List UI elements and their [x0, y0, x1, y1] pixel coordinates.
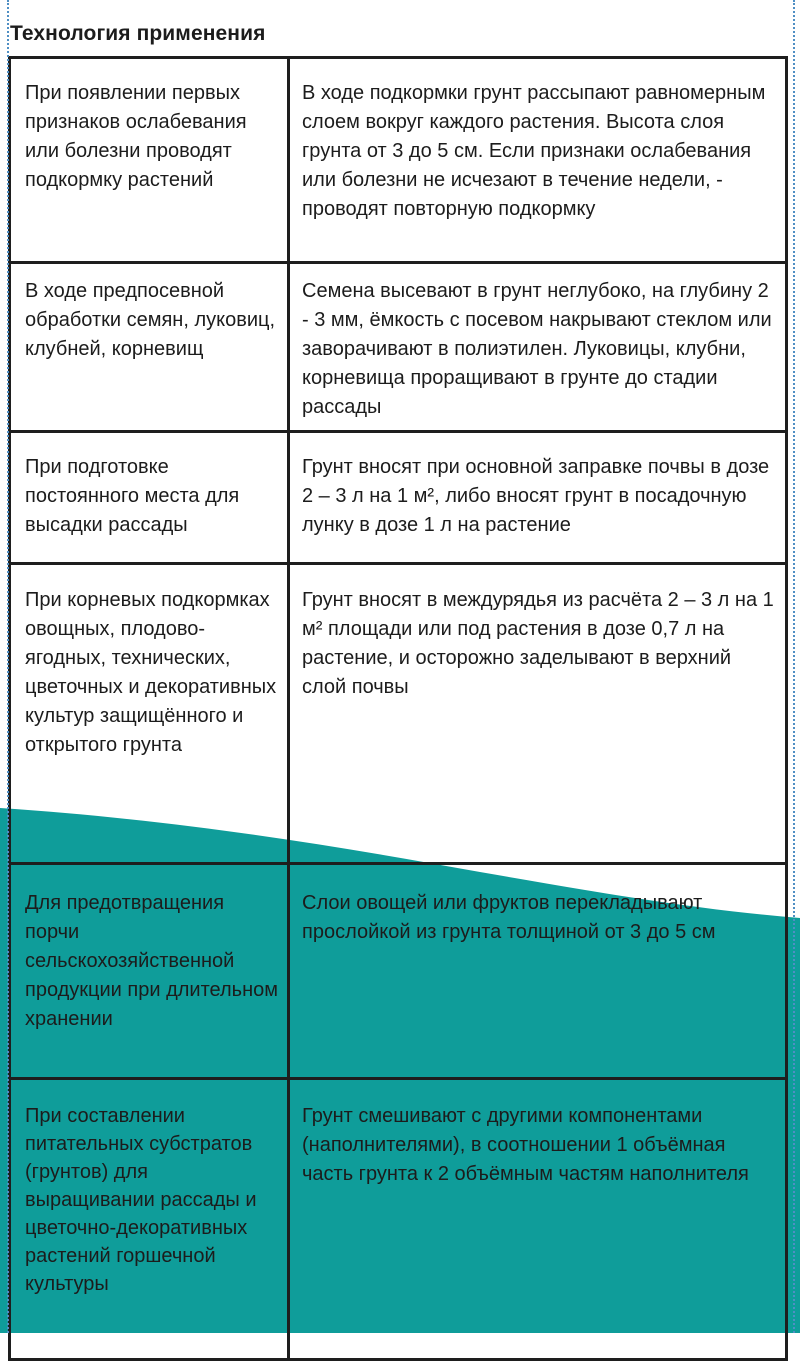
method-cell: Семена высевают в грунт неглубоко, на глубину 2 - 3 мм, ёмкость с посевом накрывают стеклом или заворачивают в полиэтилен. Луковицы, клубни, корневища проращивают в грунте до стадии рассады: [289, 263, 787, 432]
table-row: [10, 263, 787, 432]
table-row: [10, 58, 787, 263]
page-guide-left: [7, 0, 9, 1333]
condition-cell: При составлении питательных субстратов (грунтов) для выращивании рассады и цветочно-декоративных растений горшечной культуры: [10, 1079, 289, 1360]
method-cell: Грунт смешивают с другими компонентами (наполнителями), в соотношении 1 объёмная часть грунта к 2 объёмным частям наполнителя: [289, 1079, 787, 1360]
page-guide-right: [793, 0, 795, 1333]
condition-cell: При корневых подкормках овощных, плодово-ягодных, технических, цветочных и декоративных культур защищённого и открытого грунта: [10, 564, 289, 864]
condition-cell: В ходе предпосевной обработки семян, луковиц, клубней, корневищ: [10, 263, 289, 432]
method-cell: Грунт вносят при основной заправке почвы в дозе 2 – 3 л на 1 м², либо вносят грунт в посадочную лунку в дозе 1 л на растение: [289, 432, 787, 564]
table-row: [10, 1079, 787, 1360]
method-cell: Слои овощей или фруктов перекладывают прослойкой из грунта толщиной от 3 до 5 см: [289, 864, 787, 1079]
table-row: [10, 864, 787, 1079]
method-cell: В ходе подкормки грунт рассыпают равномерным слоем вокруг каждого растения. Высота слоя грунта от 3 до 5 см. Если признаки ослабевания или болезни не исчезают в течение недели, - проводят повторную подкормку: [289, 58, 787, 263]
condition-cell: При подготовке постоянного места для высадки рассады: [10, 432, 289, 564]
condition-cell: При появлении первых признаков ослабевания или болезни проводят подкормку растений: [10, 58, 289, 263]
table-row: [10, 432, 787, 564]
method-cell: Грунт вносят в междурядья из расчёта 2 – 3 л на 1 м² площади или под растения в дозе 0,7 л на растение, и осторожно заделывают в верхний слой почвы: [289, 564, 787, 864]
table-row: [10, 564, 787, 864]
condition-cell: Для предотвращения порчи сельскохозяйственной продукции при длительном хранении: [10, 864, 289, 1079]
application-technology-table: [8, 56, 788, 1361]
page-title: Технология применения: [10, 22, 266, 45]
